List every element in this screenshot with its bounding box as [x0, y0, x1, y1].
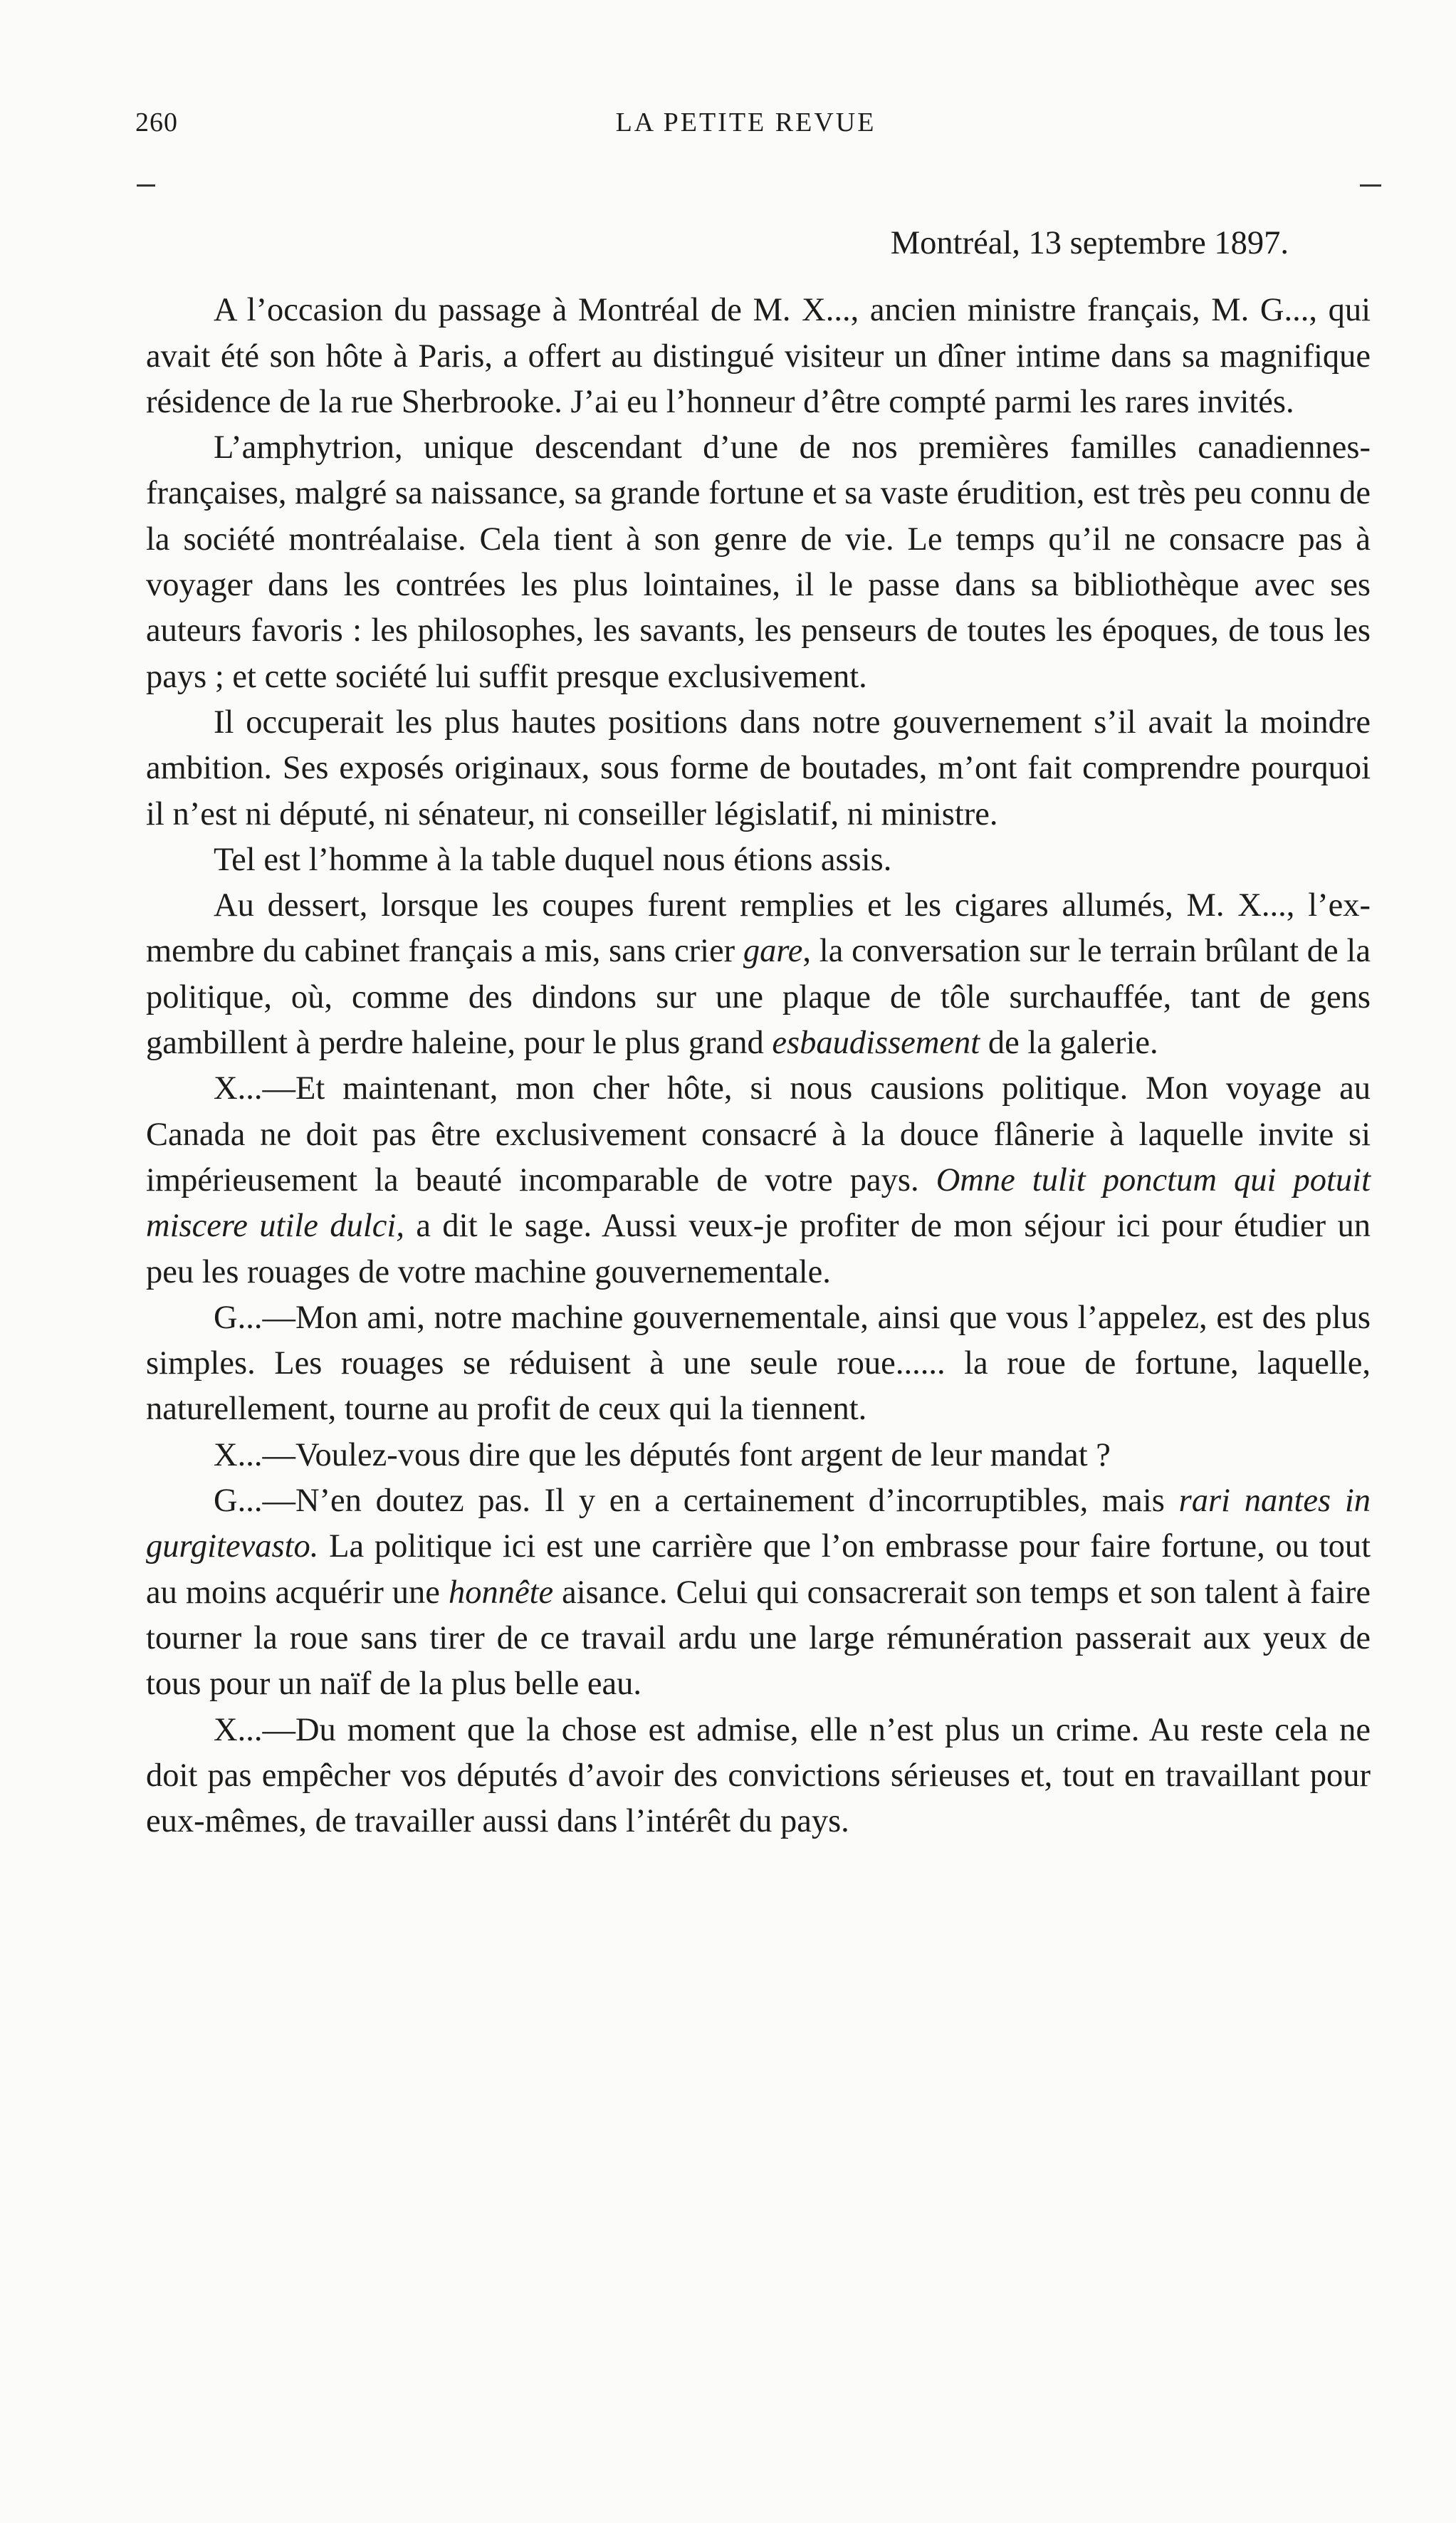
paragraph-text: a dit le sage. Aussi veux-je profiter de mon séjour ici pour étudier un peu les rouages de votre machine gouvernementale. — [146, 1208, 1371, 1290]
paragraph — [146, 1708, 1371, 1845]
paragraph-text: X...—Du moment que la chose est admise, elle n’est plus un crime. Au reste cela ne doit pas empêcher vos députés d’avoir des convictions sérieuses et, tout en travaillant pour eux-mêmes, de travailler aussi dans l’intérêt du pays. — [146, 1711, 1371, 1840]
journal-title: LA PETITE REVUE — [615, 108, 876, 137]
paragraph — [146, 700, 1371, 837]
italic-text: honnête — [448, 1574, 554, 1611]
paragraph-text: A l’occasion du passage à Montréal de M. X..., ancien ministre français, M. G..., qui avait été son hôte à Paris, a offert au distingué visiteur un dîner intime dans sa magnifique résidence de la rue Sherbrooke. J’ai eu l’honneur d’être compté parmi les rares invités. — [146, 292, 1371, 420]
paragraph-text: Au dessert, lorsque les coupes furent remplies et les cigares allumés, M. X..., l’ex-membre du cabinet français a mis, sans crier — [146, 887, 1371, 970]
page-number: 260 — [135, 108, 178, 137]
paragraph-text: Tel est l’homme à la table duquel nous étions assis. — [214, 841, 892, 878]
paragraph — [146, 837, 1371, 883]
paragraph-text: X...—Voulez-vous dire que les députés font argent de leur mandat ? — [214, 1436, 1111, 1473]
paragraph — [146, 1066, 1371, 1295]
paragraph — [146, 288, 1371, 425]
paragraph-text: L’amphytrion, unique descendant d’une de nos premières familles canadiennes-françaises, malgré sa naissance, sa grande fortune et sa vaste érudition, est très peu connu de la société montréalaise. Cela tient à son genre de vie. Le temps qu’il ne consacre pas à voyager dans les contrées les plus lointaines, il le passe dans sa bibliothèque avec ses auteurs favoris : les philosophes, les savants, les penseurs de toutes les époques, de tous les pays ; et cette société lui suffit presque exclusivement. — [146, 429, 1371, 695]
paragraph — [146, 1295, 1371, 1433]
paragraph-text: , la conversation sur le terrain brûlant de la politique, où, comme des dindons sur une plaque de tôle surchauffée, tant de gens gambillent à perdre haleine, pour le plus grand — [146, 933, 1371, 1062]
header-rule — [135, 182, 1388, 189]
italic-text: Omne tulit ponctum qui potuit miscere utile dulci, — [146, 1161, 1371, 1245]
paragraph-text: La politique ici est une carrière que l’on embrasse pour faire fortune, ou tout au moins acquérir une — [146, 1528, 1371, 1611]
paragraph — [146, 1433, 1371, 1478]
paragraph — [146, 1478, 1371, 1707]
italic-text: gare — [743, 933, 803, 970]
paragraph — [146, 425, 1371, 700]
paragraph-text: G...—N’en doutez pas. Il y en a certainement d’incorruptibles, mais — [214, 1483, 1179, 1520]
paragraph-text: Il occuperait les plus hautes positions dans notre gouvernement s’il avait la moindre ambition. Ses exposés originaux, sous forme de boutades, m’ont fait comprendre pourquoi il n’est ni député, ni sénateur, ni conseiller législatif, ni ministre. — [146, 704, 1371, 832]
italic-text: esbaudissement — [772, 1025, 980, 1062]
paragraph-text: de la galerie. — [980, 1025, 1158, 1062]
paragraph — [146, 883, 1371, 1066]
article-body — [146, 221, 1371, 1844]
dateline: Montréal, 13 septembre 1897. — [890, 225, 1289, 261]
running-head — [135, 107, 1356, 150]
paragraph-text: G...—Mon ami, notre machine gouvernementale, ainsi que vous l’appelez, est des plus simples. Les rouages se réduisent à une seule roue...... la roue de fortune, laquelle, naturellement, tourne au profit de ceux qui la tiennent. — [146, 1299, 1371, 1428]
paragraph-text: X...—Et maintenant, mon cher hôte, si nous causions politique. Mon voyage au Canada ne doit pas être exclusivement consacré à la douce flânerie à laquelle invite si impérieusement la beauté incomparable de votre pays. — [146, 1070, 1371, 1198]
paragraph-list — [146, 288, 1371, 1844]
italic-text: rari nantes in gurgitevasto. — [146, 1483, 1371, 1565]
paragraph-text: aisance. Celui qui consacrerait son temps et son talent à faire tourner la roue sans tirer de ce travail ardu une large rémunération passerait aux yeux de tous pour un naïf de la plus belle eau. — [146, 1574, 1371, 1703]
